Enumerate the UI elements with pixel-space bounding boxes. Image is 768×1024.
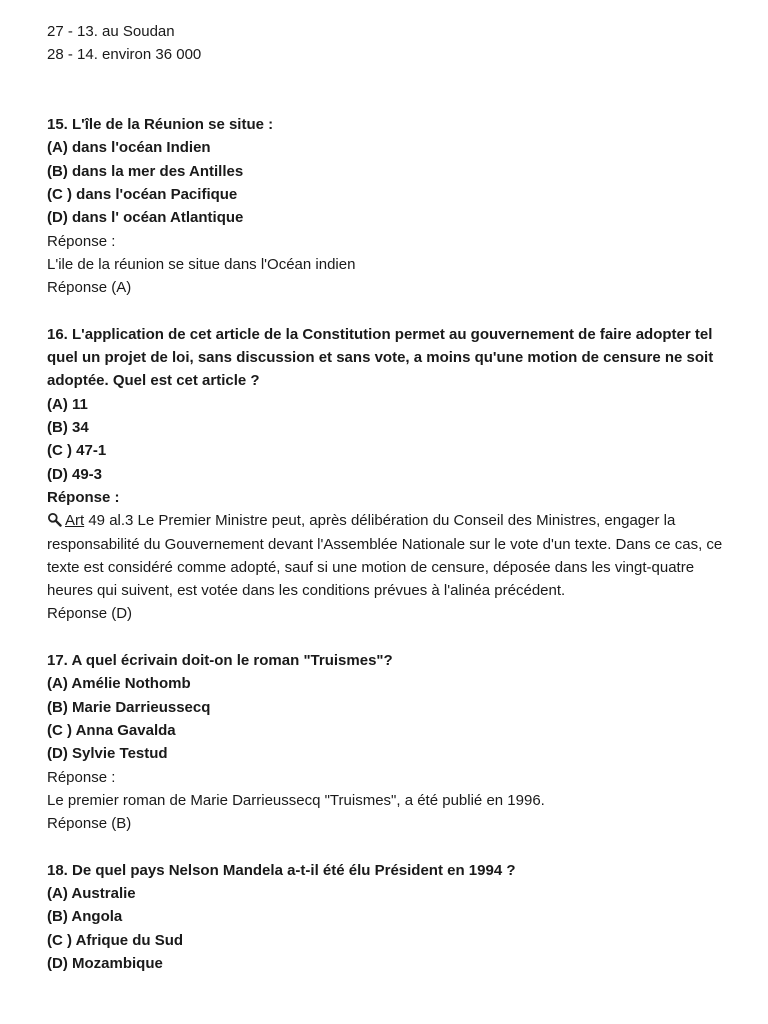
option-d: (D) 49-3: [47, 465, 103, 483]
explanation: [47, 509, 728, 602]
option-c: (C ) dans l'océan Pacifique: [47, 186, 238, 204]
answer: Réponse (A): [47, 279, 132, 297]
option-b: (B) 34: [47, 419, 89, 437]
answer-label: Réponse :: [47, 488, 120, 506]
option-a: (A) Australie: [47, 884, 136, 902]
magnifier-icon: [47, 511, 62, 526]
question-title: 15. L'île de la Réunion se situe :: [47, 116, 274, 134]
article-link[interactable]: Art: [65, 512, 85, 530]
question-17: [47, 649, 728, 835]
option-c: (C ) Afrique du Sud: [47, 931, 184, 949]
option-d: (D) Sylvie Testud: [47, 745, 168, 763]
option-d: (D) dans l' océan Atlantique: [47, 209, 244, 227]
option-b: (B) dans la mer des Antilles: [47, 162, 244, 180]
option-c: (C ) 47-1: [47, 442, 107, 460]
answer-label: Réponse :: [47, 232, 116, 250]
option-a: (A) dans l'océan Indien: [47, 139, 211, 157]
question-16: [47, 323, 728, 626]
option-c: (C ) Anna Gavalda: [47, 721, 176, 739]
answer: Réponse (D): [47, 605, 133, 623]
question-18: [47, 859, 728, 975]
question-15: [47, 113, 728, 299]
explanation-text: 49 al.3 Le Premier Ministre peut, après délibération du Conseil des Ministres, engager la responsabilité du Gouvernement devant l'Assemblée Nationale sur le vote d'un texte. Dans ce cas, ce texte est considéré comme adopté, sauf si une motion de censure, déposée dans les vingt-quatre heures qui suivent, est votée dans les conditions prévues à l'alinéa précédent.: [47, 512, 723, 600]
question-title: 17. A quel écrivain doit-on le roman "Truismes"?: [47, 652, 393, 670]
explanation: Le premier roman de Marie Darrieussecq "Truismes", a été publié en 1996.: [47, 791, 545, 809]
option-b: (B) Marie Darrieussecq: [47, 698, 211, 716]
answer-label: Réponse :: [47, 768, 116, 786]
text-line: 27 - 13. au Soudan: [47, 23, 175, 40]
option-a: (A) 11: [47, 395, 88, 413]
answer: Réponse (B): [47, 815, 132, 833]
option-d: (D) Mozambique: [47, 954, 163, 972]
question-title: 18. De quel pays Nelson Mandela a-t-il été élu Président en 1994 ?: [47, 861, 516, 879]
option-a: (A) Amélie Nothomb: [47, 675, 191, 693]
explanation: L'ile de la réunion se situe dans l'Océan indien: [47, 255, 356, 273]
option-b: (B) Angola: [47, 908, 123, 926]
question-title: 16. L'application de cet article de la Constitution permet au gouvernement de faire adopter tel quel un projet de loi, sans discussion et sans vote, a moins qu'une motion de censure ne soit adoptée. Quel est cet article ?: [47, 325, 714, 390]
text-line: 28 - 14. environ 36 000: [47, 46, 202, 64]
